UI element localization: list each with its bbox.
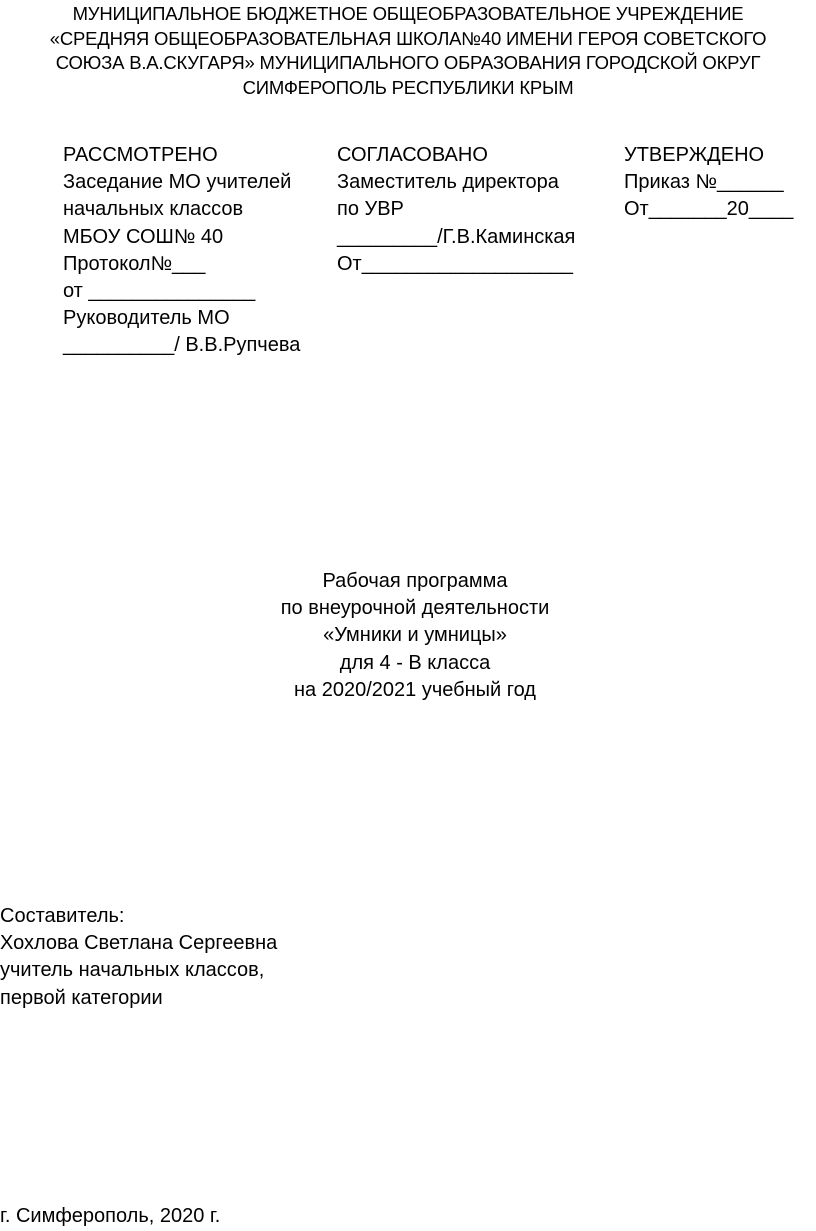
agreed-block: [337, 142, 575, 278]
reviewed-line: начальных классов: [63, 198, 244, 221]
author-name: Хохлова Светлана Сергеевна: [0, 932, 278, 955]
header-line: СИМФЕРОПОЛЬ РЕСПУБЛИКИ КРЫМ: [242, 76, 574, 98]
title-line: Рабочая программа: [322, 570, 508, 592]
agreed-heading: СОГЛАСОВАНО: [337, 144, 488, 166]
reviewed-heading: РАССМОТРЕНО: [63, 144, 218, 166]
title-line: на 2020/2021 учебный год: [294, 678, 536, 701]
title-line: «Умники и умницы»: [323, 624, 507, 647]
header-line: МУНИЦИПАЛЬНОЕ БЮДЖЕТНОЕ ОБЩЕОБРАЗОВАТЕЛЬНОЕ УЧРЕЖДЕНИЕ: [72, 3, 744, 24]
city-year-footer: г. Симферополь, 2020 г.: [0, 1205, 221, 1227]
reviewed-signature: __________/ В.В.Рупчева: [63, 334, 301, 357]
author-position: учитель начальных классов,: [0, 959, 265, 982]
approved-order-line: Приказ №______: [624, 171, 784, 194]
reviewed-block: [63, 142, 300, 360]
header-line: «СРЕДНЯЯ ОБЩЕОБРАЗОВАТЕЛЬНАЯ ШКОЛА№40 ИМЕНИ ГЕРОЯ СОВЕТСКОГО: [49, 27, 767, 49]
author-block: [0, 903, 277, 1012]
program-title: [0, 568, 816, 704]
author-category: первой категории: [0, 986, 163, 1009]
title-line: для 4 - В класса: [339, 651, 491, 674]
agreed-date-line: От___________________: [337, 252, 574, 275]
agreed-line: Заместитель директора: [337, 171, 559, 194]
reviewed-line: Заседание МО учителей: [63, 171, 292, 194]
institution-header: [0, 2, 816, 100]
header-line: СОЮЗА В.А.СКУГАРЯ» МУНИЦИПАЛЬНОГО ОБРАЗОВАНИЯ ГОРОДСКОЙ ОКРУГ: [55, 52, 761, 73]
approved-heading: УТВЕРЖДЕНО: [624, 144, 765, 166]
agreed-signature: _________/Г.В.Каминская: [337, 225, 576, 248]
author-label: Составитель:: [0, 905, 125, 927]
reviewed-line: МБОУ СОШ№ 40: [63, 225, 224, 248]
title-line: по внеурочной деятельности: [280, 597, 550, 620]
approved-date-line: От_______20____: [624, 198, 794, 221]
approved-block: [624, 142, 793, 224]
reviewed-line: Протокол№___: [63, 252, 206, 275]
agreed-line: по УВР: [337, 198, 404, 221]
reviewed-line: от _______________: [63, 280, 256, 303]
reviewed-line: Руководитель МО: [63, 307, 230, 330]
